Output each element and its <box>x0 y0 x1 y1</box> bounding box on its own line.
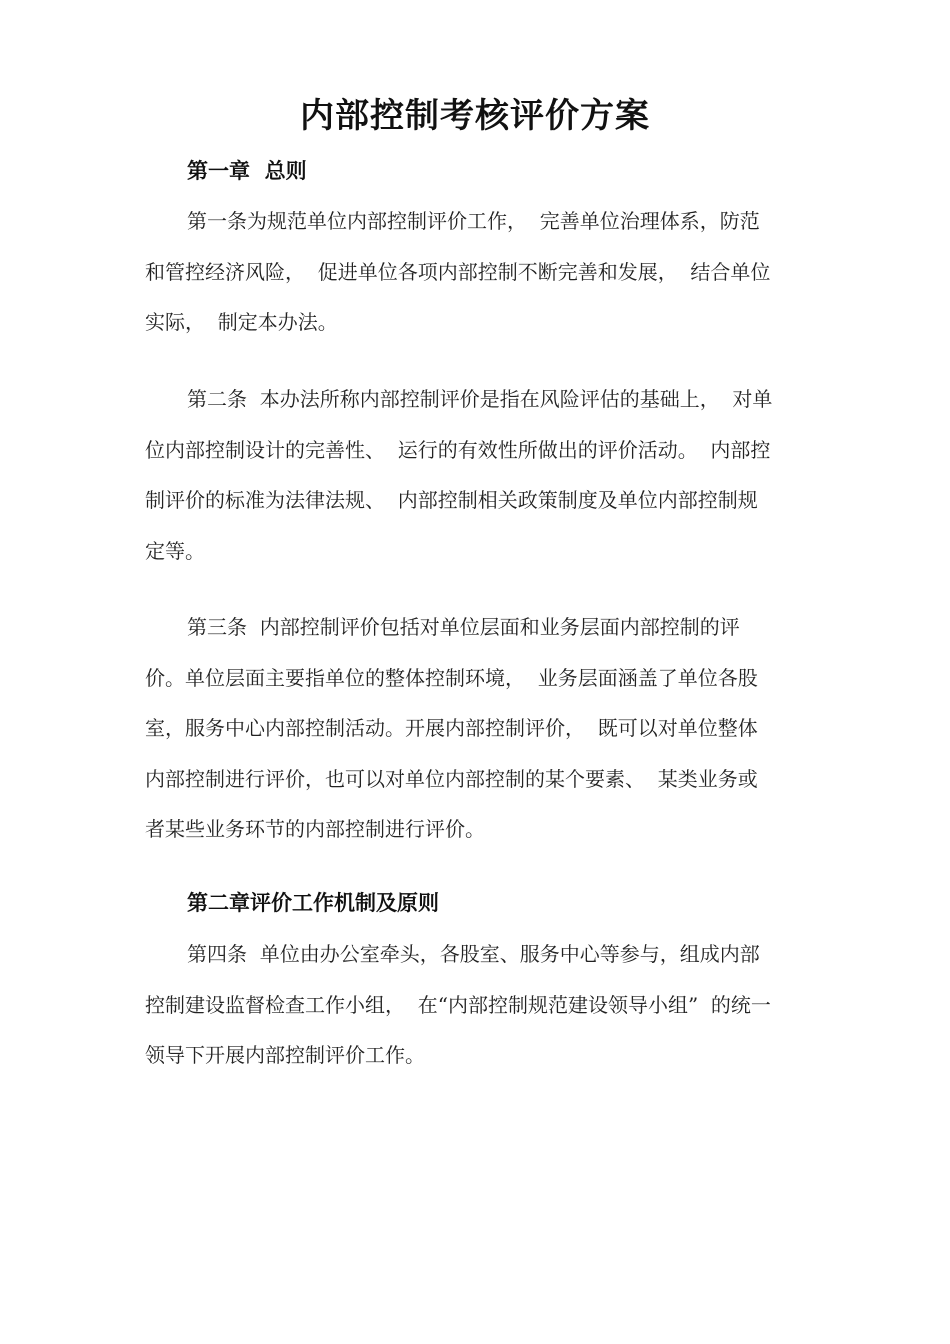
article-1-line-2: 和管控经济风险， 促进单位各项内部控制不断完善和发展， 结合单位 <box>145 259 771 284</box>
article-3-line-2: 价。单位层面主要指单位的整体控制环境， 业务层面涵盖了单位各股 <box>145 665 758 690</box>
chapter-2-heading: 第二章评价工作机制及原则 <box>187 891 439 915</box>
document-title: 内部控制考核评价方案 <box>300 96 650 136</box>
article-3-line-1: 第三条 内部控制评价包括对单位层面和业务层面内部控制的评 <box>187 615 740 639</box>
article-2-line-3: 制评价的标准为法律法规、 内部控制相关政策制度及单位内部控制规 <box>145 488 758 512</box>
article-4-line-3: 领导下开展内部控制评价工作。 <box>145 1043 425 1067</box>
chapter-1-heading: 第一章 总则 <box>187 159 307 183</box>
article-1-line-1: 第一条为规范单位内部控制评价工作， 完善单位治理体系，防范 <box>187 209 760 233</box>
article-3-line-3: 室，服务中心内部控制活动。开展内部控制评价， 既可以对单位整体 <box>145 716 758 740</box>
article-4-line-1: 第四条 单位由办公室牵头，各股室、服务中心等参与，组成内部 <box>187 942 760 966</box>
article-3-line-4: 内部控制进行评价，也可以对单位内部控制的某个要素、 某类业务或 <box>145 766 758 791</box>
article-1 <box>145 206 805 358</box>
article-2-line-4: 定等。 <box>145 538 205 563</box>
article-4 <box>145 939 805 1091</box>
article-2-line-2: 位内部控制设计的完善性、 运行的有效性所做出的评价活动。 内部控 <box>145 437 771 462</box>
article-2-line-1: 第二条 本办法所称内部控制评价是指在风险评估的基础上， 对单 <box>187 387 773 411</box>
article-3 <box>145 612 805 865</box>
article-3-line-5: 者某些业务环节的内部控制进行评价。 <box>145 817 485 841</box>
article-1-line-3: 实际， 制定本办法。 <box>145 310 338 334</box>
article-2 <box>145 384 805 586</box>
article-4-line-2: 控制建设监督检查工作小组， 在“内部控制规范建设领导小组” 的统一 <box>145 992 771 1017</box>
